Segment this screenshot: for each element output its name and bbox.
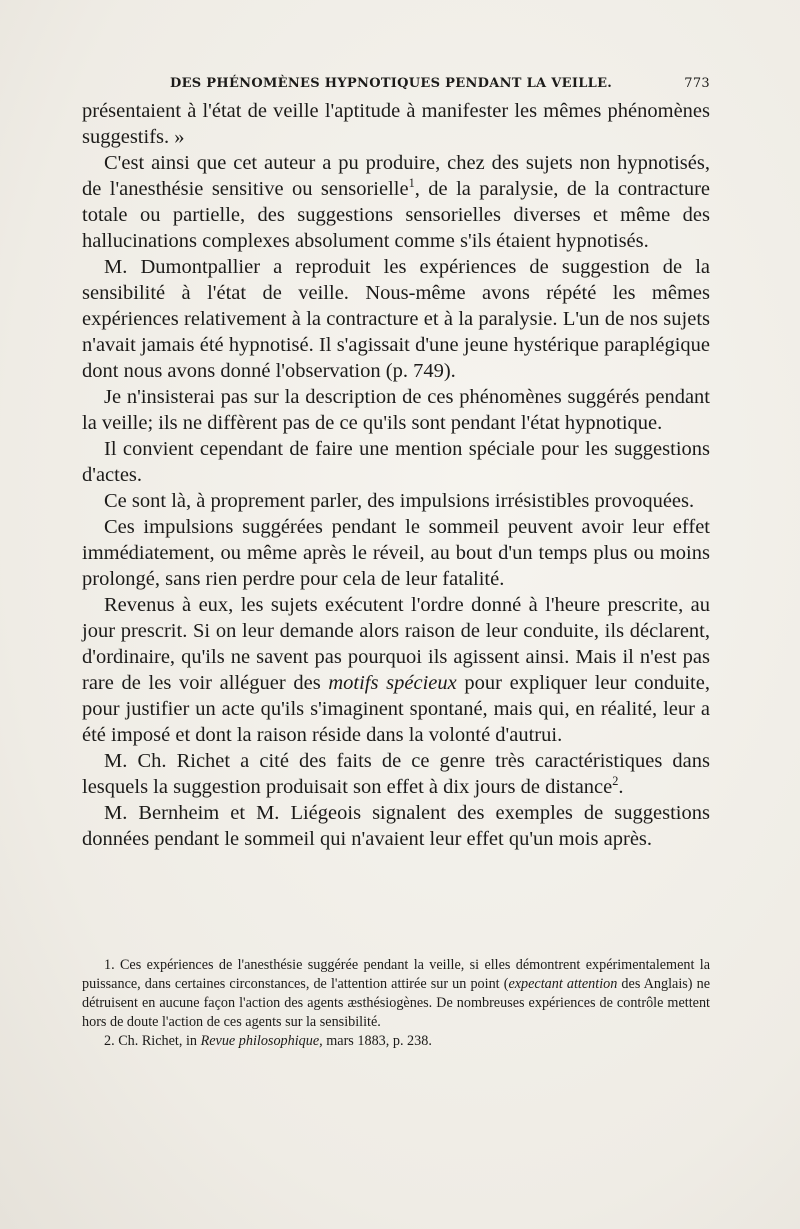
paragraph <box>82 592 710 748</box>
page-header <box>170 76 710 96</box>
footnote-text: 2. Ch. Richet, in <box>104 1033 201 1049</box>
paragraph-text: Ces impulsions suggérées pendant le sommeil peuvent avoir leur effet immédiatement, ou même après le réveil, au bout d'un temps plus ou moins prolongé, sans rien perdre pour cela de leur fatalité. <box>82 516 710 590</box>
paragraph-text: Revenus à eux, les sujets exécutent l'ordre donné à l'heure prescrite, au jour prescrit. Si on leur demande alors raison de leur conduite, ils déclarent, d'ordinaire, qu'ils ne savent pas pourquoi ils agissent ainsi. Mais il n'est pas rare de les voir alléguer des <box>82 594 710 694</box>
running-title: DES PHÉNOMÈNES HYPNOTIQUES PENDANT LA VEILLE. <box>170 76 613 91</box>
footnote <box>82 1032 710 1051</box>
paragraph-text: M. Bernheim et M. Liégeois signalent des exemples de suggestions données pendant le sommeil qui n'avaient leur effet qu'un mois après. <box>82 802 710 850</box>
paragraph-text: pour expliquer leur conduite, pour justifier un acte qu'ils s'imaginent spontané, mais qui, en réalité, leur a été imposé et dont la raison réside dans la volonté d'autrui. <box>82 672 710 746</box>
footnote-text: mars 1883, p. 238. <box>322 1033 432 1049</box>
paragraph-text: . <box>618 776 624 798</box>
footnote-text: 1. Ces expériences de l'anesthésie suggérée pendant la veille, si elles démontrent expérimentalement la puissance, dans certaines circonstances, de l'attention attirée sur un point ( <box>82 957 710 992</box>
paragraph-text: , de la paralysie, de la contracture totale ou partielle, des suggestions sensorielles diverses et même des hallucinations complexes absolument comme s'ils étaient hypnotisés. <box>82 178 711 252</box>
paragraph <box>82 254 710 384</box>
paragraph <box>82 384 710 436</box>
paragraph <box>82 150 710 254</box>
paragraph <box>82 800 710 852</box>
page-number: 773 <box>684 76 710 91</box>
paragraph <box>82 488 710 514</box>
footnote-ref: 1 <box>408 176 415 191</box>
paragraph <box>82 436 710 488</box>
paragraph-text: C'est ainsi que cet auteur a pu produire, chez des sujets non hypnotisés, de l'anesthésie sensitive ou sensorielle <box>82 152 710 200</box>
italic-phrase: expectant attention <box>508 976 618 992</box>
footnote-ref: 2 <box>612 774 619 789</box>
paragraph <box>82 514 710 592</box>
main-text <box>82 98 710 852</box>
paragraph-text: présentaient à l'état de veille l'aptitude à manifester les mêmes phénomènes suggestifs. » <box>82 100 710 148</box>
paragraph-text: M. Dumontpallier a reproduit les expériences de suggestion de la sensibilité à l'état de veille. Nous-même avons répété les mêmes expériences relativement à la contracture et à la paralysie. L'un de nos sujets n'avait jamais été hypnotisé. Il s'agissait d'une jeune hystérique paraplégique dont nous avons donné l'observation (p. 749). <box>82 256 710 382</box>
paragraph-continuation <box>82 98 710 150</box>
paragraph-text: M. Ch. Richet a cité des faits de ce genre très caractéristiques dans lesquels la suggestion produisait son effet à dix jours de distance <box>82 750 710 798</box>
italic-phrase: Revue philosophique, <box>200 1033 323 1049</box>
paragraph <box>82 748 710 800</box>
footnote-text: des Anglais) ne détruisent en aucune façon l'action des agents æsthésiogènes. De nombreuses expériences de contrôle mettent hors de doute l'action de ces agents sur la sensibilité. <box>82 976 710 1030</box>
italic-phrase: motifs spécieux <box>328 672 457 694</box>
footnotes <box>82 956 710 1051</box>
paragraph-text: Je n'insisterai pas sur la description de ces phénomènes suggérés pendant la veille; ils ne diffèrent pas de ce qu'ils sont pendant l'état hypnotique. <box>82 386 710 434</box>
footnote <box>82 956 710 1032</box>
paragraph-text: Ce sont là, à proprement parler, des impulsions irrésistibles provoquées. <box>104 490 695 512</box>
paragraph-text: Il convient cependant de faire une mention spéciale pour les suggestions d'actes. <box>82 438 710 486</box>
